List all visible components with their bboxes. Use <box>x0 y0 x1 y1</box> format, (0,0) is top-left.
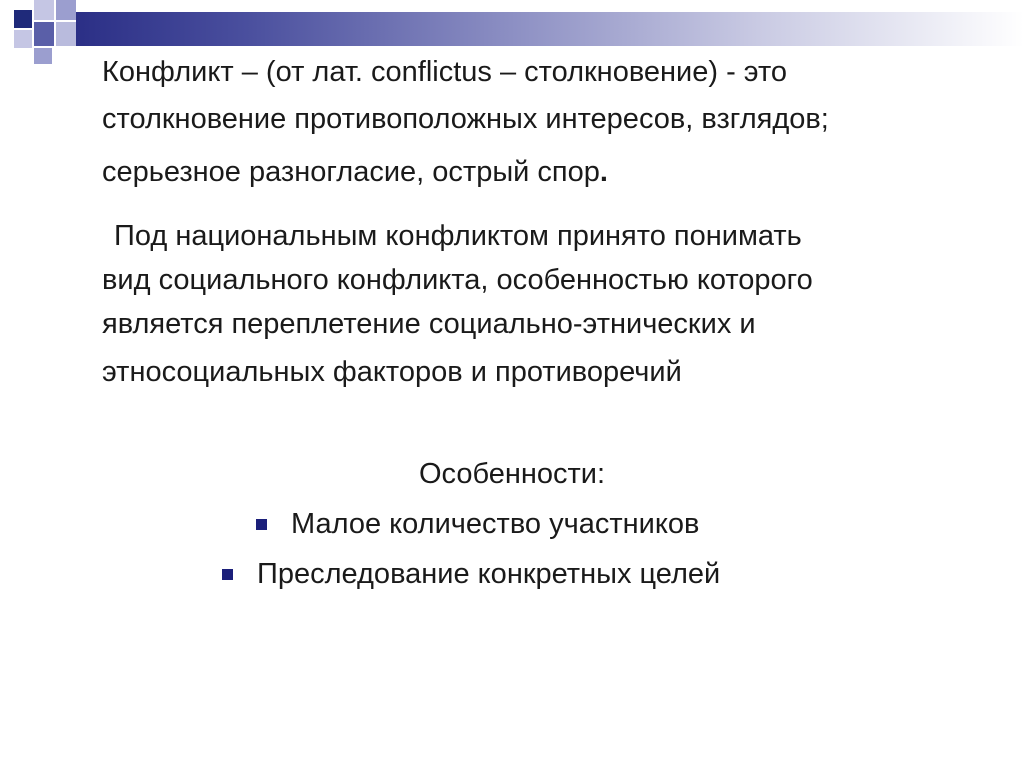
national-conflict-line: Под национальным конфликтом принято понимать <box>114 220 802 252</box>
national-conflict-line: вид социального конфликта, особенностью которого <box>102 264 813 296</box>
decor-square <box>14 30 32 48</box>
feature-list-item <box>256 508 699 541</box>
square-bullet-icon <box>222 569 233 580</box>
definition-line-text: серьезное разногласие, острый спор <box>102 156 600 188</box>
decor-square <box>34 0 54 20</box>
decor-square <box>14 10 32 28</box>
square-bullet-icon <box>256 519 267 530</box>
definition-line: столкновение противоположных интересов, взглядов; <box>102 103 829 135</box>
features-title: Особенности: <box>418 458 606 490</box>
feature-item-label: Преследование конкретных целей <box>257 558 721 590</box>
definition-line: Конфликт – (от лат. conflictus – столкновение) - это <box>102 56 788 88</box>
header-decoration <box>0 0 1024 50</box>
decor-square <box>56 0 76 20</box>
decor-square <box>34 48 52 64</box>
decor-square <box>34 22 54 46</box>
header-gradient-band <box>76 12 1024 46</box>
national-conflict-line: является переплетение социально-этнических и <box>102 308 756 340</box>
feature-item-label: Малое количество участников <box>291 508 700 540</box>
decor-square <box>56 22 76 46</box>
feature-list-item <box>222 558 720 591</box>
definition-line-end: . <box>599 156 608 188</box>
definition-line <box>102 158 608 187</box>
national-conflict-line: этносоциальных факторов и противоречий <box>102 356 682 388</box>
